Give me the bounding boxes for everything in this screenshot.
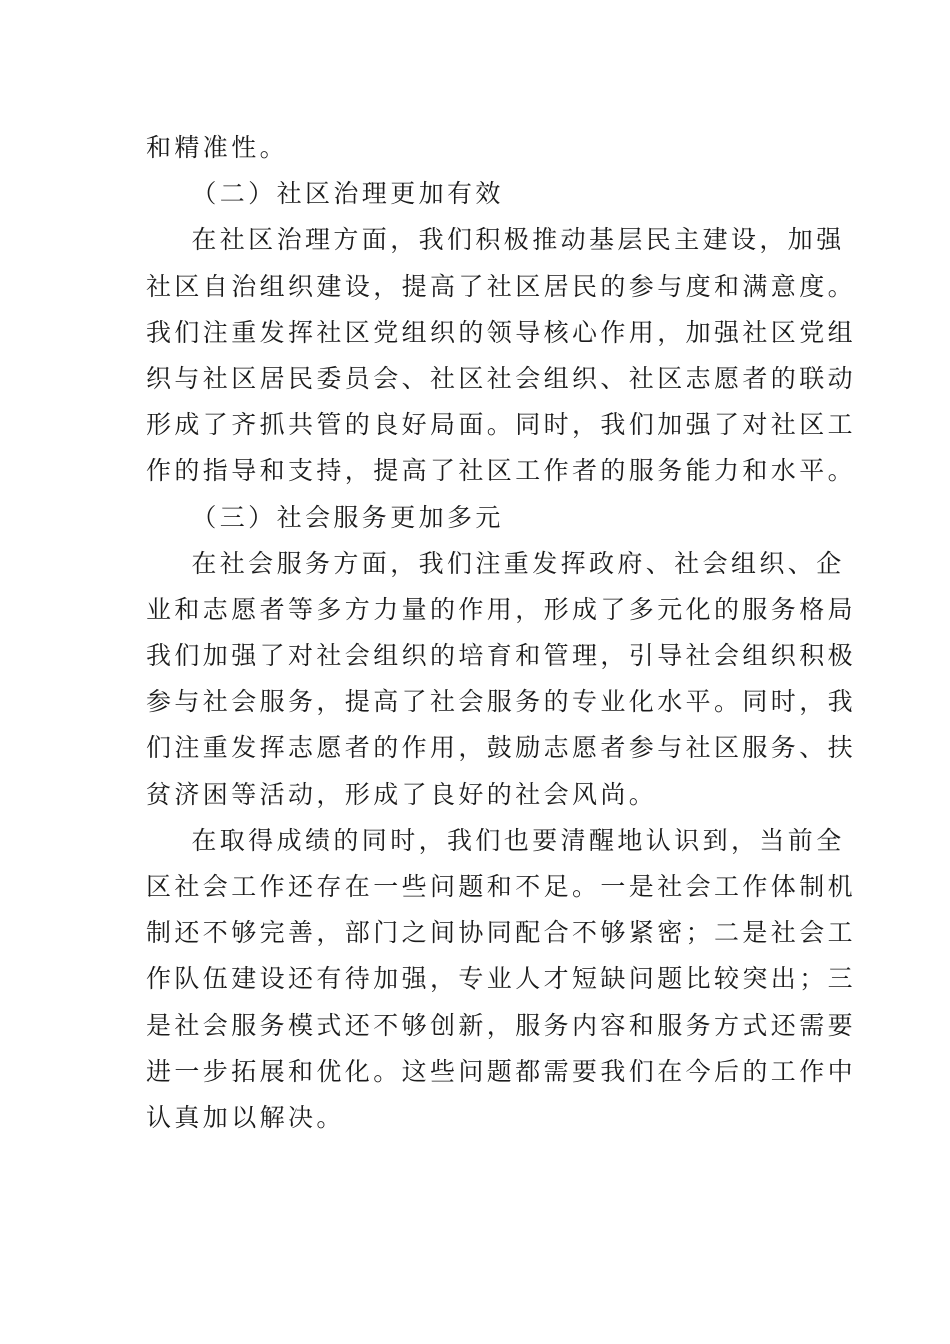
text-line: 社区自治组织建设，提高了社区居民的参与度和满意度。	[146, 271, 857, 301]
text-line: 织与社区居民委员会、社区社会组织、社区志愿者的联动	[146, 363, 857, 393]
text-line: 是社会服务模式还不够创新，服务内容和服务方式还需要	[146, 1010, 857, 1040]
text-line: 业和志愿者等多方力量的作用，形成了多元化的服务格局	[146, 594, 857, 624]
text-line: 们注重发挥志愿者的作用，鼓励志愿者参与社区服务、扶	[146, 733, 857, 763]
document-body	[146, 125, 857, 1141]
text-line: 认真加以解决。	[146, 1102, 345, 1132]
text-line: （二）社区治理更加有效	[146, 179, 504, 209]
text-line: 贫济困等活动，形成了良好的社会风尚。	[146, 779, 658, 809]
text-line: 在社区治理方面，我们积极推动基层民主建设，加强	[146, 225, 845, 255]
text-line: 作队伍建设还有待加强，专业人才短缺问题比较突出；三	[146, 964, 857, 994]
text-line: 形成了齐抓共管的良好局面。同时，我们加强了对社区工	[146, 410, 857, 440]
text-line: （三）社会服务更加多元	[146, 502, 504, 532]
text-line: 在取得成绩的同时，我们也要清醒地认识到，当前全	[146, 825, 845, 855]
text-line: 参与社会服务，提高了社会服务的专业化水平。同时，我	[146, 687, 857, 717]
text-line: 我们注重发挥社区党组织的领导核心作用，加强社区党组	[146, 317, 857, 347]
text-line: 作的指导和支持，提高了社区工作者的服务能力和水平。	[146, 456, 857, 486]
text-line: 区社会工作还存在一些问题和不足。一是社会工作体制机	[146, 872, 857, 901]
text-line: 制还不够完善，部门之间协同配合不够紧密；二是社会工	[146, 918, 857, 948]
text-line: 在社会服务方面，我们注重发挥政府、社会组织、企	[146, 548, 845, 578]
text-line: 我们加强了对社会组织的培育和管理，引导社会组织积极	[146, 641, 857, 671]
text-line: 进一步拓展和优化。这些问题都需要我们在今后的工作中	[146, 1056, 857, 1086]
text-line: 和精准性。	[146, 133, 289, 162]
